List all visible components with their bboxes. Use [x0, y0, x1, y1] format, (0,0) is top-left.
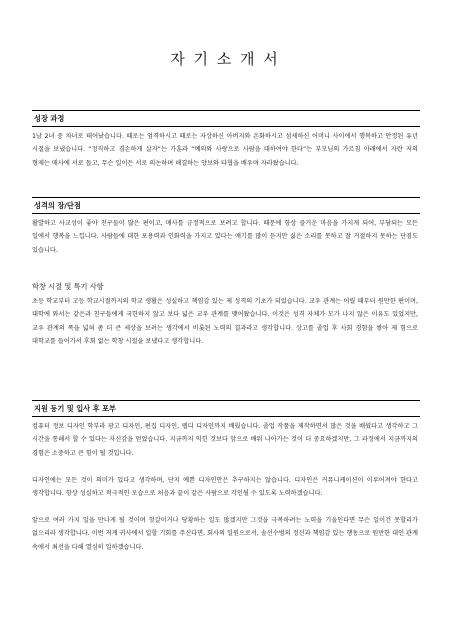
section-paragraph-motivation-2: 디자인에는 모든 것이 의미가 있다고 생각하며, 단지 예쁜 디자인만은 추구하지는 않습니다. 디자인은 커뮤니케이션이 이루어져야 한다고 생각합니다. 항상 성실하고 적극적인 모습으로 처음과 끝이 같은 사람으로 각인될 수 있도록 노력하겠습니다.	[32, 477, 418, 498]
section-heading-school: 학창 시절 및 특기 사항	[32, 282, 104, 291]
section-paragraph-growth: 1남 2녀 중 차녀로 태어났습니다. 때로는 엄격하시고 때로는 자상하신 아버지와 온화하시고 섬세하신 어머니 사이에서 행복하고 안정된 유년 시절을 보냈습니다. “정직하고 겸손하게 살자”는 가훈과 “예의와 사랑으로 사람을 대하여야 한다”는 부모님의 가르침 아래에서 자란 저의 형제는 매사에 서로 돕고, 무슨 일이든 서로 의논하며 해결하는 양보와 타협을 배우며 자라왔습니다.	[32, 133, 418, 167]
section-paragraph-motivation-1: 컴퓨터 정보 디자인 학부라 광고 디자인, 편집 디자인, 웹디 디자인까지 배웠습니다. 졸업 작품을 제작하면서 많은 것을 배웠다고 생각하고 그 시간을 통해서 할 수 있다는 자신감을 얻었습니다. 지금까지 익힌 것보다 앞으로 배워 나아가는 것이 더 중요하겠지만, 그 과정에서 지금까지의 경험은 소중하고 큰 힘이 될 것입니다.	[32, 423, 418, 457]
section-paragraph-motivation-3: 앞으로 여러 가지 일을 만나게 될 것이며 헛갈이거나 당황하는 일도 많겠지만 그것을 극복하려는 노력을 기울인다면 무슨 일이건 못할리가 없으리라 생각합니다. 이번 저게 귀사에서 일할 기회를 주신다면, 회사의 일원으로서, 솔선수범의 정신과 책임감 있는 행동으로 원만한 대인 관계 속에서 최선을 다해 열심히 일하겠습니다.	[32, 517, 419, 551]
section-heading-personality: 성격의 장/단점	[32, 197, 420, 214]
section-heading-motivation: 지원 동기 및 입사 후 포부	[32, 400, 420, 417]
section-paragraph-school: 초등 학교부터 고등 학교시절까지의 학교 생활은 성실하고 책임감 있는 제 성격의 기초가 되었습니다. 교우 관계는 어릴 때부터 원만한 편이며, 대학에 와서는 같은과 친구들에게 국한하지 않고 보다 넓은 교우 관계를 맺어왔습니다. 이것은 성격 자체가 모가 나지 않은 이유도 있었지만, 교우 관계의 폭을 넓혀 좀 더 큰 세상을 보려는 생각에서 비롯된 노력의 결과라고 생각합니다. 상고를 졸업 후 사회 경험을 쌓아 제 힘으로 대학교를 들어가서 후회 없는 학창 시절을 보냈다고 생각합니다.	[32, 298, 418, 345]
section-heading-growth: 성장 과정	[32, 110, 420, 127]
document-title: 자 기 소 개 서	[170, 50, 280, 68]
section-paragraph-personality: 활발하고 사교성이 좋아 친구들이 많은 편이고, 매사를 긍정적으로 보려고 합니다. 때문에 항상 즐거운 마음을 가지게 되어, 부담되는 모든 일에서 행복을 느낍니다. 사람들에 대한 포용력과 인화력을 가지고 있다는 얘기를 많이 듣지만 싫은 소리를 못하고 잘 거절하지 못하는 단점도 있습니다.	[32, 220, 418, 254]
